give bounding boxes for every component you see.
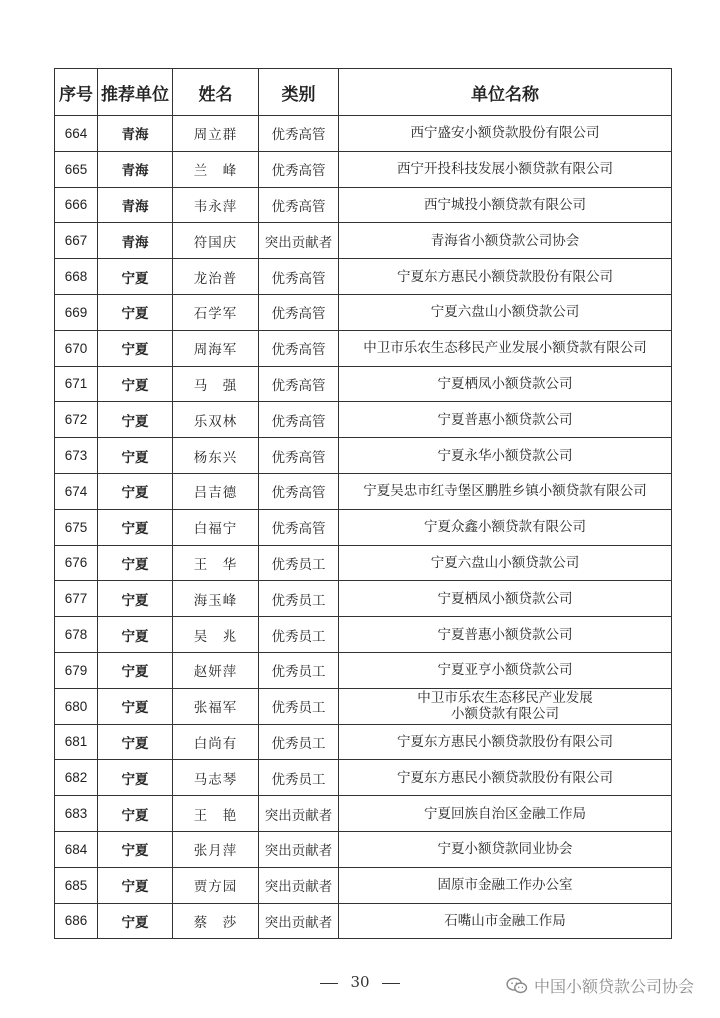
cell-name: 蔡 莎 [173, 903, 259, 939]
cell-category: 优秀高管 [259, 366, 339, 402]
cell-name: 石学军 [173, 294, 259, 330]
cell-category: 突出贡献者 [259, 903, 339, 939]
award-roster-table [54, 68, 672, 939]
dash-left [320, 983, 338, 984]
table-body [55, 116, 672, 939]
table-row [55, 151, 672, 187]
cell-organization: 宁夏回族自治区金融工作局 [339, 796, 672, 832]
cell-recommending-unit: 宁夏 [98, 831, 173, 867]
cell-name: 符国庆 [173, 223, 259, 259]
cell-serial-number: 664 [55, 116, 98, 152]
cell-recommending-unit: 青海 [98, 151, 173, 187]
cell-organization: 宁夏亚亨小额贷款公司 [339, 652, 672, 688]
cell-name: 赵妍萍 [173, 652, 259, 688]
cell-serial-number: 682 [55, 760, 98, 796]
cell-recommending-unit: 宁夏 [98, 796, 173, 832]
table-row [55, 688, 672, 724]
wechat-icon [506, 977, 528, 995]
header-recommending-unit: 推荐单位 [98, 69, 173, 116]
cell-recommending-unit: 宁夏 [98, 724, 173, 760]
cell-recommending-unit: 青海 [98, 187, 173, 223]
table-header-row [55, 69, 672, 116]
header-organization: 单位名称 [339, 69, 672, 116]
table-row [55, 796, 672, 832]
table-row [55, 509, 672, 545]
header-name: 姓名 [173, 69, 259, 116]
cell-category: 优秀员工 [259, 688, 339, 724]
cell-category: 优秀员工 [259, 652, 339, 688]
cell-recommending-unit: 宁夏 [98, 366, 173, 402]
cell-name: 兰 峰 [173, 151, 259, 187]
cell-name: 吕吉德 [173, 473, 259, 509]
cell-recommending-unit: 宁夏 [98, 294, 173, 330]
table-row [55, 867, 672, 903]
cell-organization: 宁夏普惠小额贷款公司 [339, 617, 672, 653]
dash-right [382, 983, 400, 984]
table-row [55, 831, 672, 867]
cell-category: 突出贡献者 [259, 867, 339, 903]
cell-organization: 西宁盛安小额贷款股份有限公司 [339, 116, 672, 152]
table-row [55, 402, 672, 438]
cell-category: 优秀高管 [259, 151, 339, 187]
cell-organization: 宁夏普惠小额贷款公司 [339, 402, 672, 438]
cell-organization: 宁夏众鑫小额贷款有限公司 [339, 509, 672, 545]
cell-organization: 青海省小额贷款公司协会 [339, 223, 672, 259]
table-row [55, 223, 672, 259]
table-row [55, 617, 672, 653]
cell-serial-number: 686 [55, 903, 98, 939]
cell-name: 杨东兴 [173, 438, 259, 474]
cell-name: 王 艳 [173, 796, 259, 832]
cell-organization: 西宁开投科技发展小额贷款有限公司 [339, 151, 672, 187]
cell-recommending-unit: 宁夏 [98, 330, 173, 366]
cell-serial-number: 683 [55, 796, 98, 832]
cell-recommending-unit: 宁夏 [98, 438, 173, 474]
cell-organization: 固原市金融工作办公室 [339, 867, 672, 903]
cell-organization: 宁夏六盘山小额贷款公司 [339, 545, 672, 581]
cell-category: 优秀高管 [259, 402, 339, 438]
cell-name: 韦永萍 [173, 187, 259, 223]
cell-recommending-unit: 青海 [98, 116, 173, 152]
cell-name: 海玉峰 [173, 581, 259, 617]
cell-category: 优秀员工 [259, 545, 339, 581]
cell-recommending-unit: 宁夏 [98, 581, 173, 617]
table-row [55, 473, 672, 509]
cell-serial-number: 681 [55, 724, 98, 760]
table-row [55, 187, 672, 223]
cell-serial-number: 667 [55, 223, 98, 259]
cell-name: 龙治普 [173, 259, 259, 295]
cell-recommending-unit: 宁夏 [98, 903, 173, 939]
cell-recommending-unit: 宁夏 [98, 617, 173, 653]
table-row [55, 760, 672, 796]
cell-organization: 宁夏栖凤小额贷款公司 [339, 581, 672, 617]
table-row [55, 545, 672, 581]
table-row [55, 724, 672, 760]
cell-recommending-unit: 宁夏 [98, 259, 173, 295]
cell-serial-number: 684 [55, 831, 98, 867]
cell-organization: 宁夏栖凤小额贷款公司 [339, 366, 672, 402]
cell-category: 优秀高管 [259, 116, 339, 152]
cell-category: 优秀员工 [259, 617, 339, 653]
cell-serial-number: 673 [55, 438, 98, 474]
cell-recommending-unit: 宁夏 [98, 688, 173, 724]
cell-organization: 宁夏永华小额贷款公司 [339, 438, 672, 474]
cell-recommending-unit: 宁夏 [98, 473, 173, 509]
cell-organization: 中卫市乐农生态移民产业发展小额贷款有限公司 [339, 330, 672, 366]
cell-name: 吴 兆 [173, 617, 259, 653]
cell-serial-number: 675 [55, 509, 98, 545]
cell-recommending-unit: 宁夏 [98, 760, 173, 796]
table-row [55, 330, 672, 366]
cell-recommending-unit: 宁夏 [98, 867, 173, 903]
cell-serial-number: 679 [55, 652, 98, 688]
cell-category: 优秀高管 [259, 187, 339, 223]
cell-category: 优秀高管 [259, 473, 339, 509]
cell-category: 优秀员工 [259, 581, 339, 617]
table-row [55, 116, 672, 152]
cell-category: 突出贡献者 [259, 796, 339, 832]
cell-organization: 宁夏东方惠民小额贷款股份有限公司 [339, 760, 672, 796]
cell-serial-number: 674 [55, 473, 98, 509]
cell-organization: 宁夏东方惠民小额贷款股份有限公司 [339, 259, 672, 295]
cell-serial-number: 670 [55, 330, 98, 366]
cell-organization: 宁夏东方惠民小额贷款股份有限公司 [339, 724, 672, 760]
cell-serial-number: 666 [55, 187, 98, 223]
watermark [506, 974, 694, 997]
cell-name: 马志琴 [173, 760, 259, 796]
page-number: 30 [350, 973, 370, 991]
cell-category: 优秀高管 [259, 259, 339, 295]
cell-name: 贾方园 [173, 867, 259, 903]
table-row [55, 903, 672, 939]
cell-category: 突出贡献者 [259, 831, 339, 867]
cell-category: 优秀高管 [259, 438, 339, 474]
cell-category: 优秀员工 [259, 724, 339, 760]
cell-name: 张月萍 [173, 831, 259, 867]
table-row [55, 259, 672, 295]
header-category: 类别 [259, 69, 339, 116]
cell-recommending-unit: 宁夏 [98, 545, 173, 581]
table-row [55, 366, 672, 402]
cell-serial-number: 672 [55, 402, 98, 438]
cell-category: 优秀高管 [259, 509, 339, 545]
cell-organization: 宁夏小额贷款同业协会 [339, 831, 672, 867]
cell-serial-number: 678 [55, 617, 98, 653]
cell-serial-number: 671 [55, 366, 98, 402]
header-serial-number: 序号 [55, 69, 98, 116]
cell-organization: 宁夏六盘山小额贷款公司 [339, 294, 672, 330]
cell-name: 张福军 [173, 688, 259, 724]
cell-name: 王 华 [173, 545, 259, 581]
cell-serial-number: 680 [55, 688, 98, 724]
table-row [55, 652, 672, 688]
cell-organization: 石嘴山市金融工作局 [339, 903, 672, 939]
cell-name: 马 强 [173, 366, 259, 402]
cell-category: 优秀员工 [259, 760, 339, 796]
cell-recommending-unit: 青海 [98, 223, 173, 259]
cell-serial-number: 665 [55, 151, 98, 187]
cell-organization: 宁夏吴忠市红寺堡区鹏胜乡镇小额贷款有限公司 [339, 473, 672, 509]
cell-organization: 中卫市乐农生态移民产业发展 小额贷款有限公司 [339, 688, 672, 724]
cell-category: 优秀高管 [259, 294, 339, 330]
cell-recommending-unit: 宁夏 [98, 509, 173, 545]
cell-name: 白尚有 [173, 724, 259, 760]
table-row [55, 294, 672, 330]
cell-serial-number: 669 [55, 294, 98, 330]
watermark-text: 中国小额贷款公司协会 [533, 977, 694, 996]
cell-name: 周立群 [173, 116, 259, 152]
cell-name: 周海军 [173, 330, 259, 366]
cell-serial-number: 676 [55, 545, 98, 581]
table-row [55, 438, 672, 474]
cell-name: 白福宁 [173, 509, 259, 545]
cell-organization: 西宁城投小额贷款有限公司 [339, 187, 672, 223]
cell-recommending-unit: 宁夏 [98, 402, 173, 438]
table-row [55, 581, 672, 617]
cell-category: 突出贡献者 [259, 223, 339, 259]
cell-name: 乐双林 [173, 402, 259, 438]
cell-recommending-unit: 宁夏 [98, 652, 173, 688]
cell-serial-number: 668 [55, 259, 98, 295]
cell-serial-number: 685 [55, 867, 98, 903]
cell-serial-number: 677 [55, 581, 98, 617]
cell-category: 优秀高管 [259, 330, 339, 366]
